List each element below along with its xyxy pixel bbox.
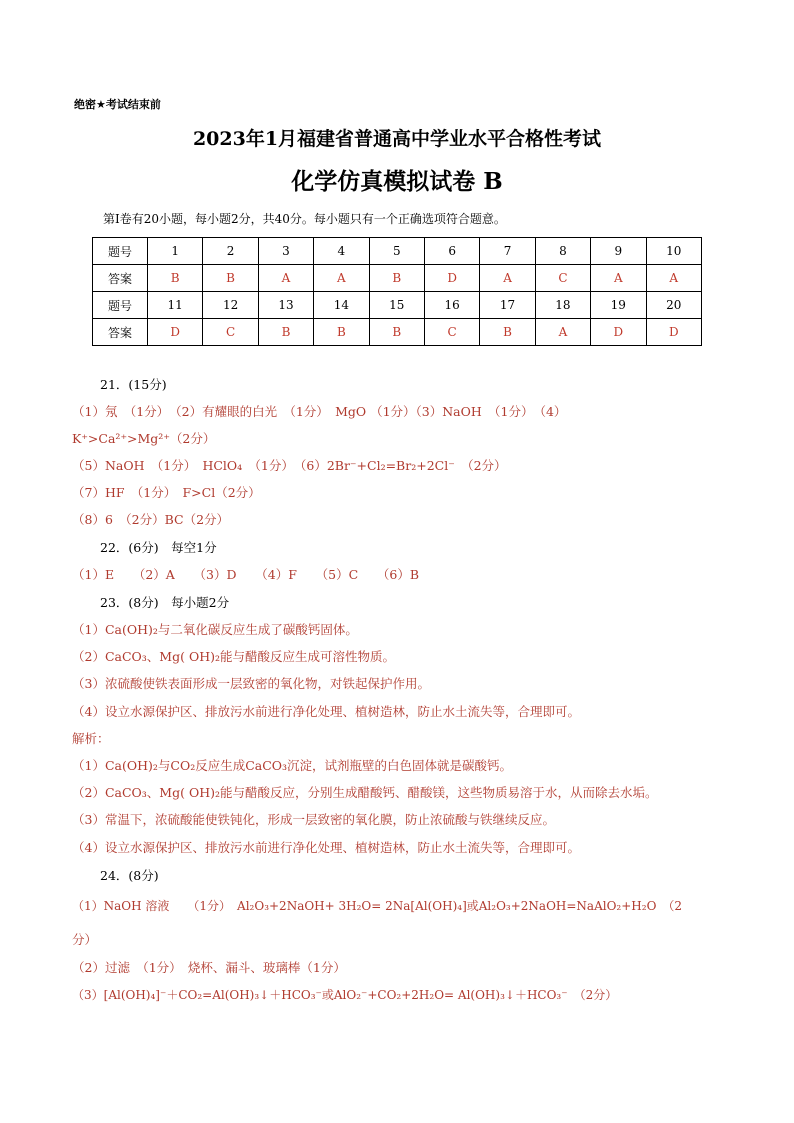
- confidential-label: 绝密★考试结束前: [74, 98, 161, 111]
- table-row: [93, 292, 702, 319]
- question-number: 8: [535, 238, 590, 265]
- table-row: [93, 319, 702, 346]
- q23-answer-line: （1）Ca(OH)₂与二氧化碳反应生成了碳酸钙固体。: [72, 622, 358, 637]
- q23-answer-line: （4）设立水源保护区、排放污水前进行净化处理、植树造林，防止水土流失等，合理即可。: [72, 704, 580, 719]
- question-number: 3: [258, 238, 313, 265]
- q21-heading: 21．(15分): [100, 377, 167, 392]
- answer-table: [92, 237, 702, 346]
- question-number: 7: [480, 238, 535, 265]
- question-number: 6: [424, 238, 479, 265]
- question-number: 11: [148, 292, 203, 319]
- question-number: 5: [369, 238, 424, 265]
- row-label: 答案: [93, 319, 148, 346]
- q23-analysis-line: （2）CaCO₃、Mg( OH)₂能与醋酸反应，分别生成醋酸钙、醋酸镁，这些物质易溶于水，从而除去水垢。: [72, 785, 658, 800]
- answer-cell: C: [424, 319, 479, 346]
- answer-cell: A: [535, 319, 590, 346]
- question-number: 10: [646, 238, 701, 265]
- question-number: 17: [480, 292, 535, 319]
- answer-cell: A: [646, 265, 701, 292]
- section-instruction: 第Ⅰ卷有20小题，每小题2分，共40分。每小题只有一个正确选项符合题意。: [103, 212, 506, 226]
- question-number: 15: [369, 292, 424, 319]
- q24-answer-line: （1）NaOH 溶液 （1分） Al₂O₃+2NaOH+ 3H₂O= 2Na[Al(OH)₄]或Al₂O₃+2NaOH=NaAlO₂+H₂O （2: [72, 899, 683, 913]
- q21-answer-line: （7）HF （1分） F>Cl（2分）: [72, 485, 261, 500]
- q22-heading: 22．(6分) 每空1分: [100, 540, 217, 555]
- answer-cell: B: [258, 319, 313, 346]
- table-row: [93, 238, 702, 265]
- table-row: [93, 265, 702, 292]
- q23-answer-line: （2）CaCO₃、Mg( OH)₂能与醋酸反应生成可溶性物质。: [72, 649, 395, 664]
- question-number: 9: [591, 238, 646, 265]
- answer-cell: C: [535, 265, 590, 292]
- question-number: 19: [591, 292, 646, 319]
- q23-heading: 23．(8分) 每小题2分: [100, 595, 230, 610]
- question-number: 14: [314, 292, 369, 319]
- answer-cell: B: [203, 265, 258, 292]
- q23-analysis-line: （4）设立水源保护区、排放污水前进行净化处理、植树造林，防止水土流失等，合理即可。: [72, 840, 580, 855]
- q23-analysis-line: （3）常温下，浓硫酸能使铁钝化，形成一层致密的氧化膜，防止浓硫酸与铁继续反应。: [72, 812, 555, 827]
- answer-cell: B: [314, 319, 369, 346]
- answer-cell: B: [148, 265, 203, 292]
- exam-subtitle: 化学仿真模拟试卷 B: [291, 168, 503, 195]
- answer-cell: C: [203, 319, 258, 346]
- question-number: 13: [258, 292, 313, 319]
- question-number: 1: [148, 238, 203, 265]
- q24-answer-line: 分）: [72, 932, 98, 947]
- question-number: 16: [424, 292, 479, 319]
- q21-answer-line: （8）6 （2分）BC（2分）: [72, 512, 230, 527]
- row-label: 题号: [93, 292, 148, 319]
- q21-answer-line: K⁺>Ca²⁺>Mg²⁺（2分）: [72, 431, 216, 446]
- q21-answer-line: （1）氖 （1分） （2）有耀眼的白光 （1分） MgO （1分）（3）NaOH （1分） （4）: [72, 404, 567, 419]
- q24-answer-line: （2）过滤 （1分） 烧杯、漏斗、玻璃棒（1分）: [72, 960, 346, 975]
- row-label: 答案: [93, 265, 148, 292]
- question-number: 4: [314, 238, 369, 265]
- question-number: 12: [203, 292, 258, 319]
- answer-cell: D: [591, 319, 646, 346]
- q24-answer-line: （3）[Al(OH)₄]⁻＋CO₂=Al(OH)₃↓＋HCO₃⁻或AlO₂⁻+CO₂+2H₂O= Al(OH)₃↓＋HCO₃⁻ （2分）: [72, 988, 618, 1002]
- q23-answer-line: （3）浓硫酸使铁表面形成一层致密的氧化物，对铁起保护作用。: [72, 676, 430, 691]
- answer-cell: D: [424, 265, 479, 292]
- answer-cell: B: [480, 319, 535, 346]
- answer-cell: A: [314, 265, 369, 292]
- question-number: 2: [203, 238, 258, 265]
- row-label: 题号: [93, 238, 148, 265]
- answer-cell: D: [148, 319, 203, 346]
- q22-answer-line: （1）E （2）A （3）D （4）F （5）C （6）B: [72, 567, 420, 582]
- exam-title: 2023年1月福建省普通高中学业水平合格性考试: [192, 128, 602, 150]
- answer-cell: B: [369, 319, 424, 346]
- answer-cell: A: [591, 265, 646, 292]
- q23-analysis-line: （1）Ca(OH)₂与CO₂反应生成CaCO₃沉淀，试剂瓶壁的白色固体就是碳酸钙。: [72, 758, 513, 773]
- q21-answer-line: （5）NaOH （1分） HClO₄ （1分） （6）2Br⁻+Cl₂=Br₂+2Cl⁻ （2分）: [72, 458, 507, 473]
- analysis-label: 解析：: [72, 731, 110, 746]
- question-number: 18: [535, 292, 590, 319]
- answer-cell: B: [369, 265, 424, 292]
- answer-cell: A: [480, 265, 535, 292]
- question-number: 20: [646, 292, 701, 319]
- answer-cell: A: [258, 265, 313, 292]
- answer-cell: D: [646, 319, 701, 346]
- q24-heading: 24．(8分): [100, 868, 159, 883]
